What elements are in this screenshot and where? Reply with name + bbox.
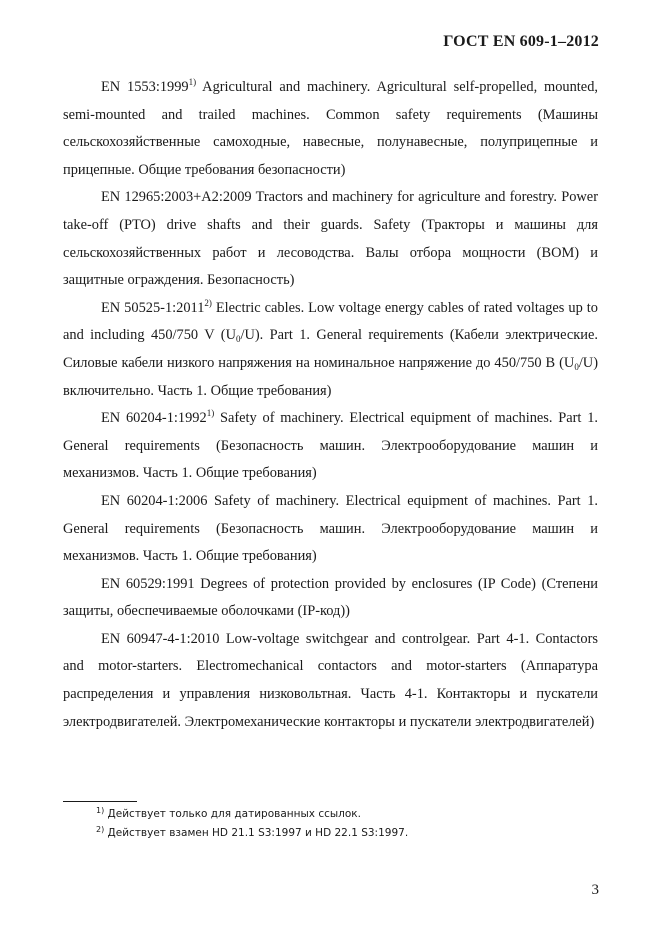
reference-code: EN 1553:1999: [101, 79, 189, 95]
normative-references: [63, 74, 598, 736]
footnote-mark: 2): [96, 825, 105, 834]
reference-code: EN 12965:2003+A2:2009: [101, 189, 252, 206]
reference-text: /U) включительно. Часть 1. Общие требования): [63, 354, 598, 399]
page-number: 3: [591, 882, 599, 898]
reference-item: [63, 74, 598, 184]
reference-text: Electric cables. Low voltage energy cables of rated voltages up to and including 450/750 V (U: [63, 299, 598, 344]
footnote-mark: 1): [96, 806, 105, 815]
reference-item: [63, 571, 598, 626]
footnote-mark: 2): [204, 297, 212, 308]
reference-code: EN 60947-4-1:2010: [101, 630, 220, 647]
reference-code: EN 60204-1:2006: [101, 492, 208, 509]
footnote: [96, 824, 596, 843]
reference-code: EN 60204-1:1992: [101, 410, 207, 427]
footnote-text: Действует только для датированных ссылок.: [104, 808, 361, 820]
reference-item: [63, 184, 598, 294]
reference-item: [63, 405, 598, 488]
footnote-divider: [63, 801, 137, 802]
footnotes: [96, 805, 596, 843]
reference-text: Low-voltage switchgear and controlgear. Part 4-1. Contactors and motor-starters. Electromechanical contactors and motor-starters (Аппаратура распределения и управления низковольтная. Часть 4-1. Контакторы и пускатели электродвигателей. Электромеханические контакторы и пускатели электродвигателей): [63, 630, 598, 730]
footnote-mark: 1): [206, 408, 215, 419]
footnote-mark: 1): [188, 77, 197, 87]
footnote: [96, 805, 596, 824]
reference-text: Degrees of protection provided by enclosures (IP Code) (Степени защиты, обеспечиваемые оболочками (IP-код)): [63, 575, 598, 620]
reference-item: [63, 626, 598, 736]
reference-text: Safety of machinery. Electrical equipment of machines. Part 1. General requirements (Безопасность машин. Электрооборудование машин и механизмов. Часть 1. Общие требования): [63, 410, 598, 482]
reference-item: [63, 295, 598, 405]
reference-code: EN 60529:1991: [101, 575, 195, 592]
footnote-text: Действует взамен HD 21.1 S3:1997 и HD 22.1 S3:1997.: [104, 827, 409, 839]
reference-text: Safety of machinery. Electrical equipment of machines. Part 1. General requirements (Безопасность машин. Электрооборудование машин и механизмов. Часть 1. Общие требования): [63, 492, 598, 565]
reference-item: [63, 488, 598, 571]
standard-designation: ГОСТ EN 609-1–2012: [443, 33, 599, 50]
subscript: 0: [235, 334, 241, 345]
subscript: 0: [574, 361, 579, 372]
reference-code: EN 50525-1:2011: [101, 299, 205, 316]
reference-text: /U). Part 1. General requirements (Кабели электрические. Силовые кабели низкого напряжения на номинальное напряжение до 450/750 В (U: [63, 327, 598, 371]
reference-text: Agricultural and machinery. Agricultural self-propelled, mounted, semi-mounted and trailed machines. Common safety requirements (Машины сельскохозяйственные самоходные, навесные, полунавесные, полуприцепные и прицепные. Общие требования безопасности): [63, 79, 598, 178]
reference-text: Tractors and machinery for agriculture and forestry. Power take-off (PTO) drive shafts and their guards. Safety (Тракторы и машины для сельскохозяйственных работ и лесоводства. Валы отбора мощности (ВОМ) и защитные ограждения. Безопасность): [63, 189, 598, 289]
document-header: [443, 33, 599, 51]
